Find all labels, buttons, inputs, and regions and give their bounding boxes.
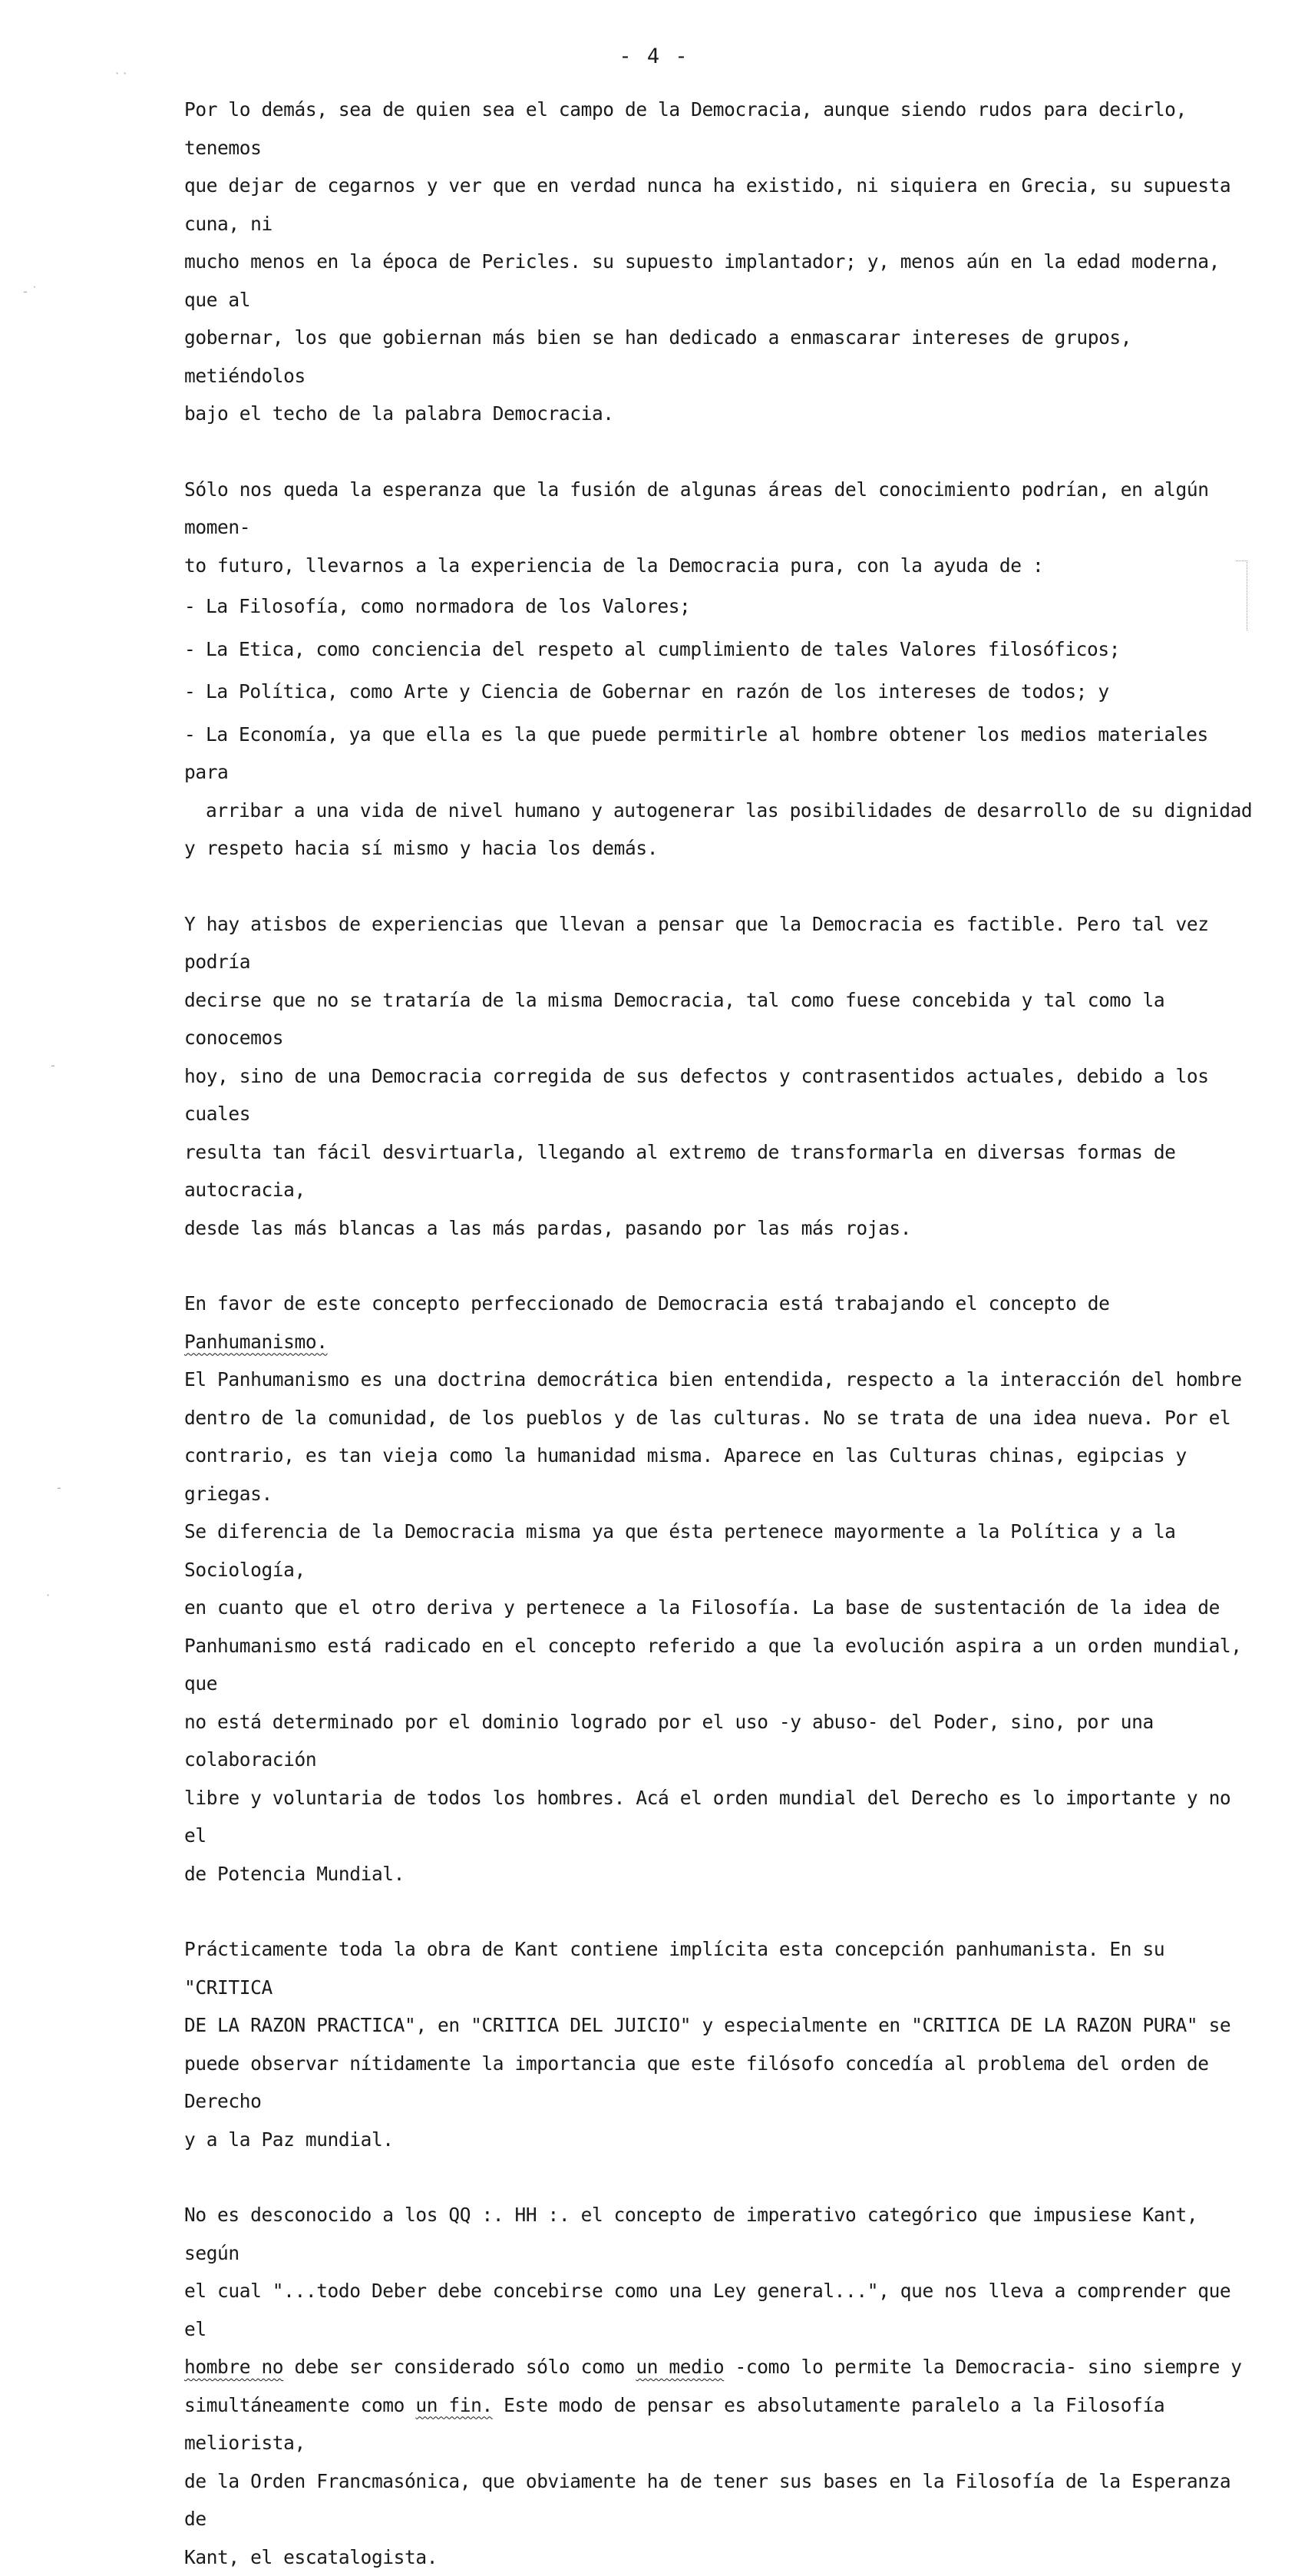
text-line: Panhumanismo está radicado en el concepto referido a que la evolución aspira a un orden mundial, que	[184, 1627, 1259, 1703]
text-line: bajo el techo de la palabra Democracia.	[184, 395, 1259, 433]
margin-speck: ·	[46, 1589, 50, 1602]
text-line: Y hay atisbos de experiencias que llevan a pensar que la Democracia es factible. Pero tal vez podría	[184, 905, 1259, 981]
text-line: No es desconocido a los QQ :. HH :. el concepto de imperativo categórico que impusiese Kant, según	[184, 2196, 1259, 2272]
list-item: - La Economía, ya que ella es la que puede permitirle al hombre obtener los medios materiales para	[184, 716, 1259, 792]
text-line: Por lo demás, sea de quien sea el campo de la Democracia, aunque siendo rudos para decirlo, tenemos	[184, 91, 1259, 167]
text-line: no está determinado por el dominio logrado por el uso -y abuso- del Poder, sino, por una colaboración	[184, 1703, 1259, 1779]
text-line: y a la Paz mundial.	[184, 2121, 1259, 2159]
list-item: - La Etica, como conciencia del respeto al cumplimiento de tales Valores filosóficos;	[184, 630, 1259, 669]
paragraph-5	[184, 1930, 1259, 2158]
list-item: - La Filosofía, como normadora de los Valores;	[184, 587, 1259, 626]
margin-speck: - ˙	[23, 286, 38, 298]
text-line: El Panhumanismo es una doctrina democrática bien entendida, respecto a la interacción del hombre	[184, 1361, 1259, 1399]
list-item-text: La Filosofía, como normadora de los Valores;	[206, 595, 690, 617]
underlined-term: Panhumanismo.	[184, 1331, 328, 1353]
page-number: - 4 -	[0, 45, 1308, 68]
document-body	[184, 91, 1259, 2576]
list-item-text: La Economía, ya que ella es la que puede permitirle al hombre obtener los medios materiales para	[184, 723, 1208, 784]
text-line: libre y voluntaria de todos los hombres. Acá el orden mundial del Derecho es lo importante y no el	[184, 1779, 1259, 1855]
text-line: contrario, es tan vieja como la humanidad misma. Aparece en las Culturas chinas, egipcias y griegas.	[184, 1437, 1259, 1513]
text-line: desde las más blancas a las más pardas, pasando por las más rojas.	[184, 1209, 1259, 1248]
paragraph-1	[184, 91, 1259, 433]
text-line: puede observar nítidamente la importancia que este filósofo concedía al problema del orden de Derecho	[184, 2045, 1259, 2121]
text-fragment: simultáneamente como	[184, 2394, 415, 2416]
text-line: de la Orden Francmasónica, que obviamente ha de tener sus bases en la Filosofía de la Esperanza de	[184, 2462, 1259, 2538]
text-line: hoy, sino de una Democracia corregida de sus defectos y contrasentidos actuales, debido a los cuales	[184, 1057, 1259, 1133]
text-line	[184, 1285, 1259, 1361]
text-line: en cuanto que el otro deriva y pertenece a la Filosofía. La base de sustentación de la idea de	[184, 1589, 1259, 1627]
text-fragment: debe ser considerado sólo como	[283, 2356, 636, 2378]
text-line: DE LA RAZON PRACTICA", en "CRITICA DEL JUICIO" y especialmente en "CRITICA DE LA RAZON PURA" se	[184, 2006, 1259, 2045]
text-line	[184, 2348, 1259, 2386]
margin-speck: -	[51, 1060, 55, 1072]
text-line: de Potencia Mundial.	[184, 1855, 1259, 1893]
text-fragment: En favor de este concepto perfeccionado de Democracia está trabajando el concepto de	[184, 1292, 1109, 1314]
paragraph-3	[184, 905, 1259, 1248]
paragraph-6	[184, 2196, 1259, 2576]
text-line: gobernar, los que gobiernan más bien se han dedicado a enmascarar intereses de grupos, metiéndolos	[184, 319, 1259, 395]
text-fragment: -como lo permite la Democracia- sino siempre y	[724, 2356, 1241, 2378]
text-fragment: Este modo de pensar es absolutamente paralelo a la Filosofía meliorista,	[184, 2394, 1164, 2455]
text-line: arribar a una vida de nivel humano y autogenerar las posibilidades de desarrollo de su dignidad	[184, 792, 1259, 830]
list-item-text: La Etica, como conciencia del respeto al cumplimiento de tales Valores filosóficos;	[206, 638, 1120, 660]
text-line: Se diferencia de la Democracia misma ya que ésta pertenece mayormente a la Política y a la Sociología,	[184, 1513, 1259, 1589]
underlined-term: un fin.	[415, 2394, 492, 2416]
margin-speck: · ·	[115, 68, 127, 80]
underlined-term: un medio	[636, 2356, 724, 2378]
text-line: Sólo nos queda la esperanza que la fusión de algunas áreas del conocimiento podrían, en algún momen-	[184, 471, 1259, 547]
text-line	[184, 2386, 1259, 2462]
text-line: el cual "...todo Deber debe concebirse como una Ley general...", que nos lleva a comprender que el	[184, 2272, 1259, 2348]
list-item: - La Política, como Arte y Ciencia de Gobernar en razón de los intereses de todos; y	[184, 673, 1259, 711]
margin-speck: -	[57, 1482, 61, 1494]
paragraph-4	[184, 1285, 1259, 1893]
text-line: decirse que no se trataría de la misma Democracia, tal como fuese concebida y tal como la conocemos	[184, 981, 1259, 1057]
text-line: Kant, el escatalogista.	[184, 2538, 1259, 2576]
text-line: dentro de la comunidad, de los pueblos y de las culturas. No se trata de una idea nueva. Por el	[184, 1399, 1259, 1437]
text-line: que dejar de cegarnos y ver que en verdad nunca ha existido, ni siquiera en Grecia, su supuesta cuna, ni	[184, 167, 1259, 243]
list-item-text: La Política, como Arte y Ciencia de Gobernar en razón de los intereses de todos; y	[206, 680, 1109, 703]
text-line: mucho menos en la época de Pericles. su supuesto implantador; y, menos aún en la edad moderna, que al	[184, 243, 1259, 319]
text-line: resulta tan fácil desvirtuarla, llegando al extremo de transformarla en diversas formas de autocracia,	[184, 1133, 1259, 1209]
underlined-term: hombre no	[184, 2356, 283, 2378]
text-line: y respeto hacia sí mismo y hacia los demás.	[184, 829, 1259, 868]
paragraph-2	[184, 471, 1259, 585]
text-line: Prácticamente toda la obra de Kant contiene implícita esta concepción panhumanista. En su "CRITICA	[184, 1930, 1259, 2006]
text-line: to futuro, llevarnos a la experiencia de la Democracia pura, con la ayuda de :	[184, 547, 1259, 585]
bullet-list	[184, 587, 1259, 868]
